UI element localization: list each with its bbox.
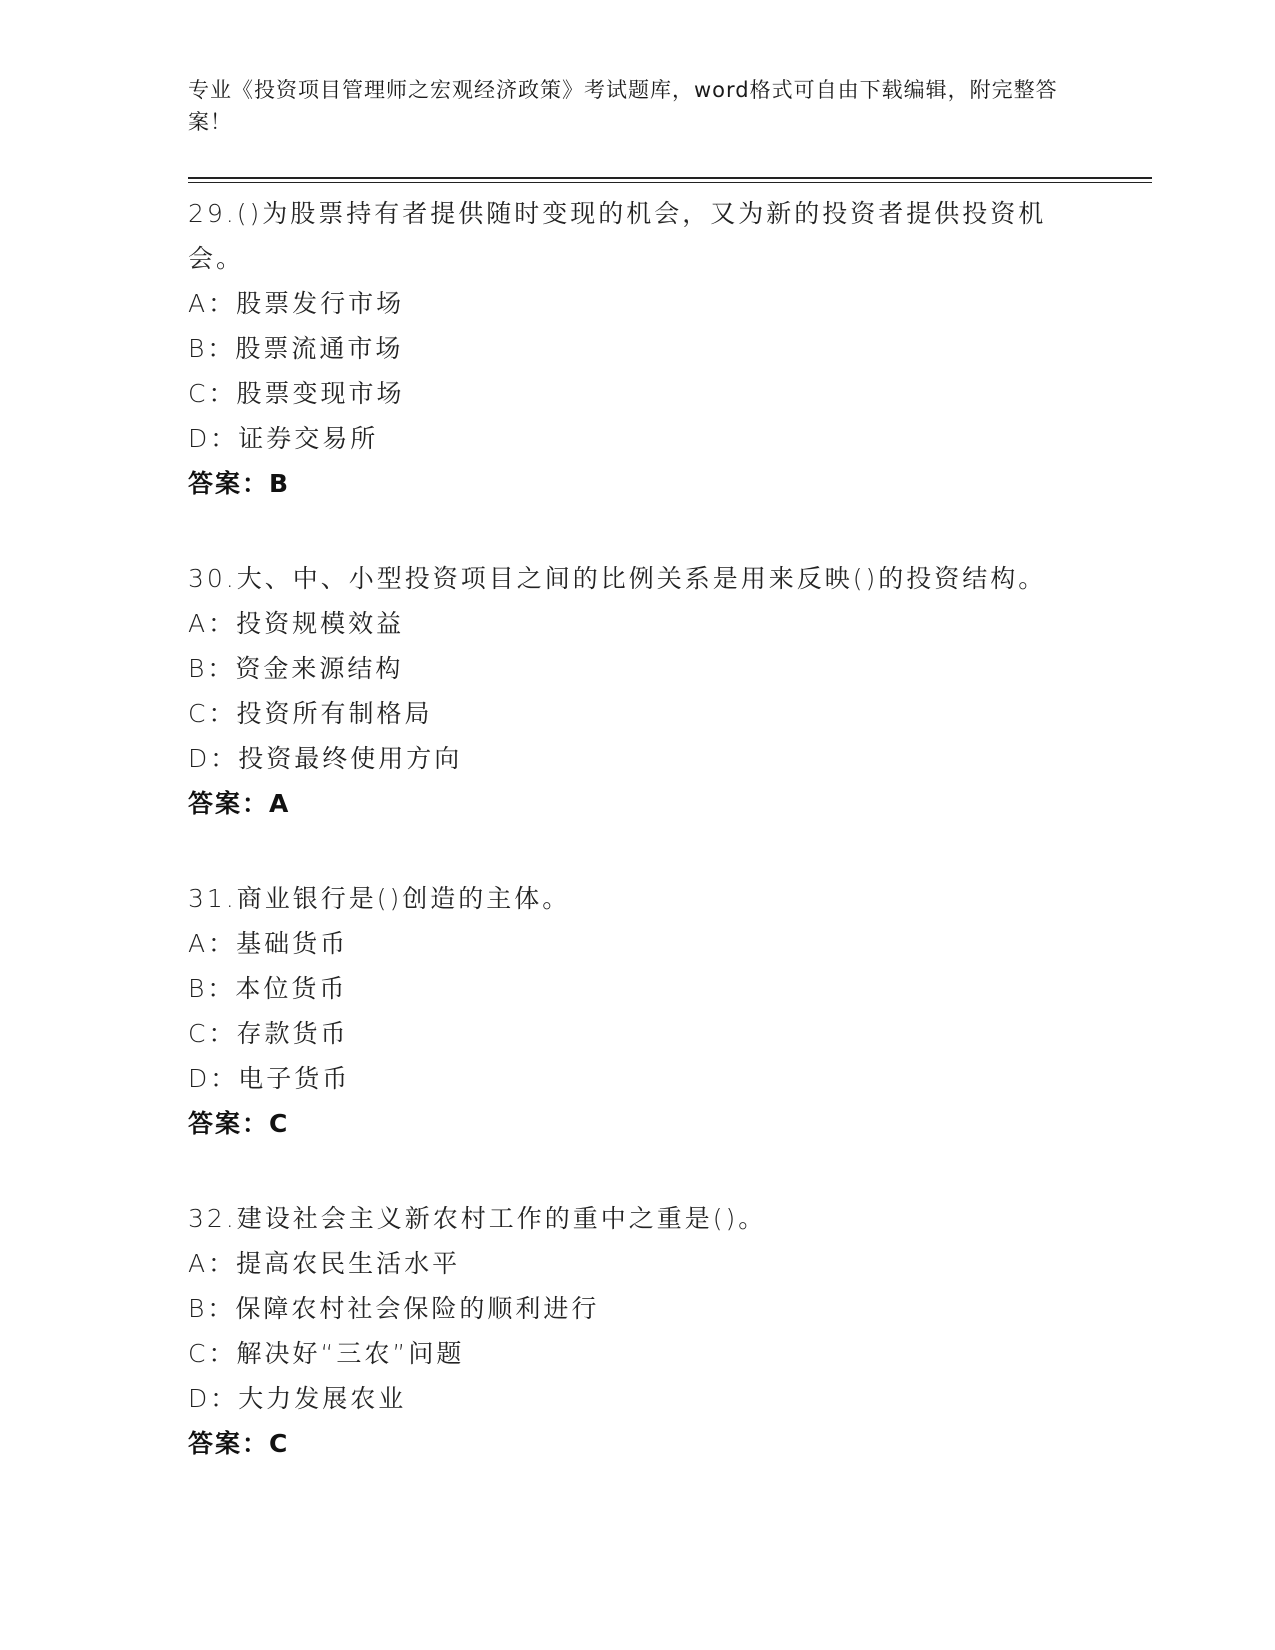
option-d: D：大力发展农业 <box>188 1384 407 1413</box>
question-list <box>188 191 1088 1516</box>
option-c: C：股票变现市场 <box>188 379 405 408</box>
document-header: 专业《投资项目管理师之宏观经济政策》考试题库，word格式可自由下载编辑，附完整答案！ <box>188 78 1058 134</box>
option-a: A：提高农民生活水平 <box>188 1249 461 1278</box>
option-d: D：电子货币 <box>188 1064 351 1093</box>
question-31 <box>188 876 1088 1146</box>
question-stem: 32.建设社会主义新农村工作的重中之重是()。 <box>188 1204 767 1233</box>
option-d: D：证券交易所 <box>188 424 379 453</box>
option-a: A：基础货币 <box>188 929 349 958</box>
question-stem: 31.商业银行是()创造的主体。 <box>188 884 571 913</box>
question-32 <box>188 1196 1088 1466</box>
option-c: C：存款货币 <box>188 1019 349 1048</box>
option-b: B：本位货币 <box>188 974 348 1003</box>
option-a: A：股票发行市场 <box>188 289 405 318</box>
question-29 <box>188 191 1088 506</box>
option-c: C：解决好“三农”问题 <box>188 1339 465 1368</box>
option-b: B：保障农村社会保险的顺利进行 <box>188 1294 600 1323</box>
answer: 答案：C <box>188 1429 290 1458</box>
answer: 答案：A <box>188 789 291 818</box>
option-c: C：投资所有制格局 <box>188 699 433 728</box>
answer: 答案：B <box>188 469 291 498</box>
option-d: D：投资最终使用方向 <box>188 744 463 773</box>
question-stem: 30.大、中、小型投资项目之间的比例关系是用来反映()的投资结构。 <box>188 564 1047 593</box>
header-rule-thick <box>188 177 1152 179</box>
question-stem: 29.()为股票持有者提供随时变现的机会，又为新的投资者提供投资机会。 <box>188 199 1047 273</box>
header-rule-thin <box>188 182 1152 183</box>
option-b: B：股票流通市场 <box>188 334 404 363</box>
question-30 <box>188 556 1088 826</box>
option-b: B：资金来源结构 <box>188 654 404 683</box>
option-a: A：投资规模效益 <box>188 609 405 638</box>
answer: 答案：C <box>188 1109 290 1138</box>
